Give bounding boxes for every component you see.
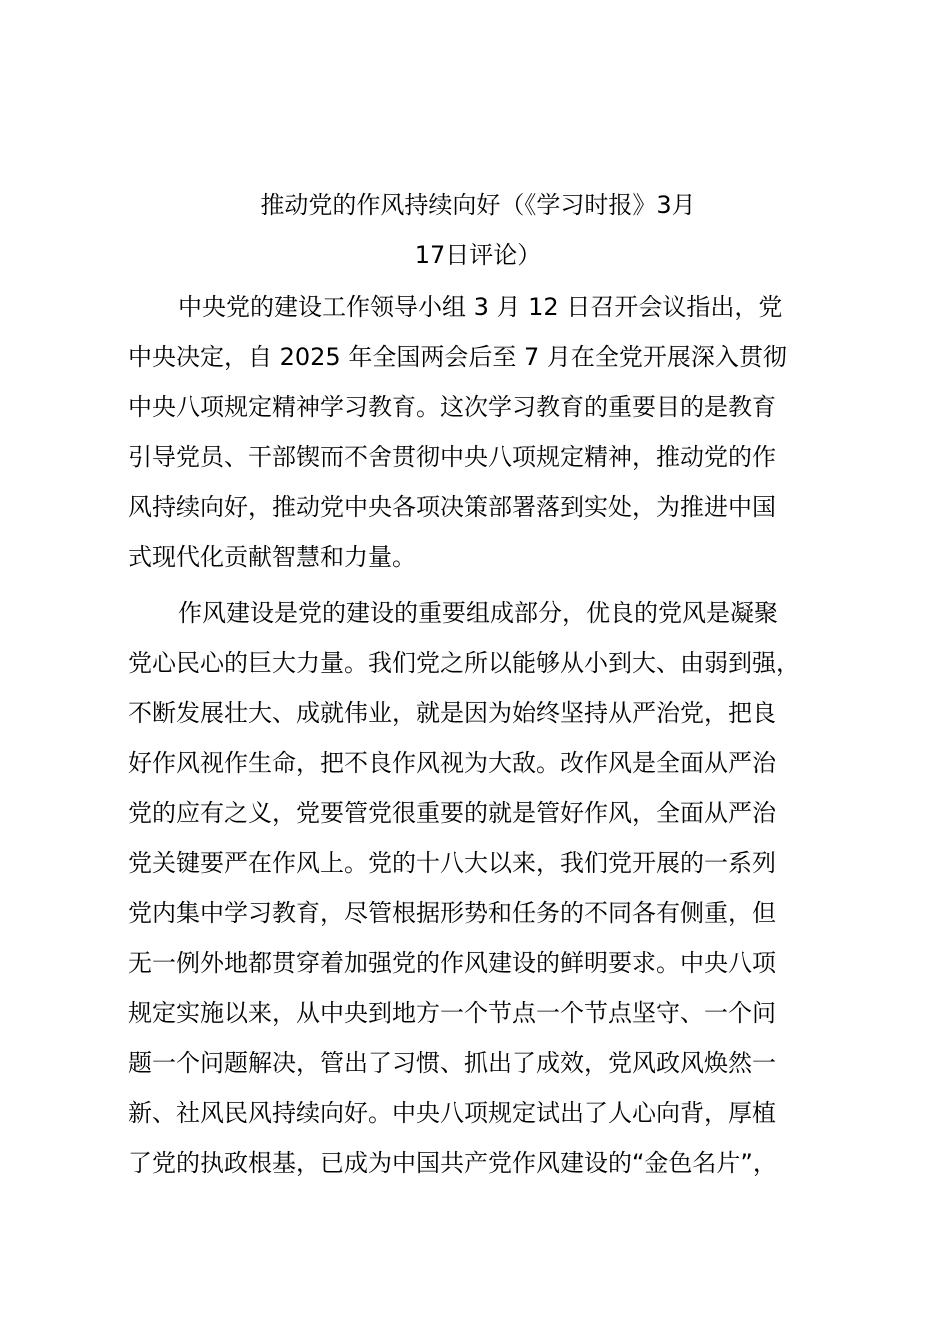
paragraph-2 <box>128 588 833 1188</box>
paragraph-line: 党内集中学习教育，尽管根据形势和任务的不同各有侧重，但 <box>128 899 776 927</box>
paragraph-line: 引导党员、干部锲而不舍贯彻中央八项规定精神，推动党的作 <box>128 443 776 471</box>
paragraph-line: 式现代化贡献智慧和力量。 <box>128 543 416 571</box>
paragraph-line: 风持续向好，推动党中央各项决策部署落到实处，为推进中国 <box>128 493 776 521</box>
paragraph-1 <box>128 282 833 582</box>
paragraph-line: 中央党的建设工作领导小组 3 月 12 日召开会议指出，党 <box>178 293 783 321</box>
paragraph-line: 无一例外地都贯穿着加强党的作风建设的鲜明要求。中央八项 <box>128 949 776 977</box>
paragraph-line: 新、社风民风持续向好。中央八项规定试出了人心向背，厚植 <box>128 1099 776 1127</box>
paragraph-line: 题一个问题解决，管出了习惯、抓出了成效，党风政风焕然一 <box>128 1049 776 1077</box>
title-line-2: 17日评论） <box>414 241 542 269</box>
paragraph-line: 规定实施以来，从中央到地方一个节点一个节点坚守、一个问 <box>128 999 776 1027</box>
paragraph-line: 党的应有之义，党要管党很重要的就是管好作风，全面从严治 <box>128 799 776 827</box>
paragraph-line: 好作风视作生命，把不良作风视为大敌。改作风是全面从严治 <box>128 749 776 777</box>
title-line-1: 推动党的作风持续向好（《学习时报》3月 <box>260 191 696 219</box>
paragraph-line: 作风建设是党的建设的重要组成部分，优良的党风是凝聚 <box>178 599 778 627</box>
paragraph-line: 中央决定，自 2025 年全国两会后至 7 月在全党开展深入贯彻 <box>128 343 787 371</box>
paragraph-line: 了党的执政根基，已成为中国共产党作风建设的“金色名片”， <box>128 1149 777 1177</box>
article-title <box>128 180 828 280</box>
paragraph-line: 不断发展壮大、成就伟业，就是因为始终坚持从严治党，把良 <box>128 699 776 727</box>
paragraph-line: 中央八项规定精神学习教育。这次学习教育的重要目的是教育 <box>128 393 776 421</box>
article-body <box>128 282 833 1188</box>
paragraph-line: 党心民心的巨大力量。我们党之所以能够从小到大、由弱到强， <box>128 649 800 677</box>
paragraph-line: 党关键要严在作风上。党的十八大以来，我们党开展的一系列 <box>128 849 776 877</box>
